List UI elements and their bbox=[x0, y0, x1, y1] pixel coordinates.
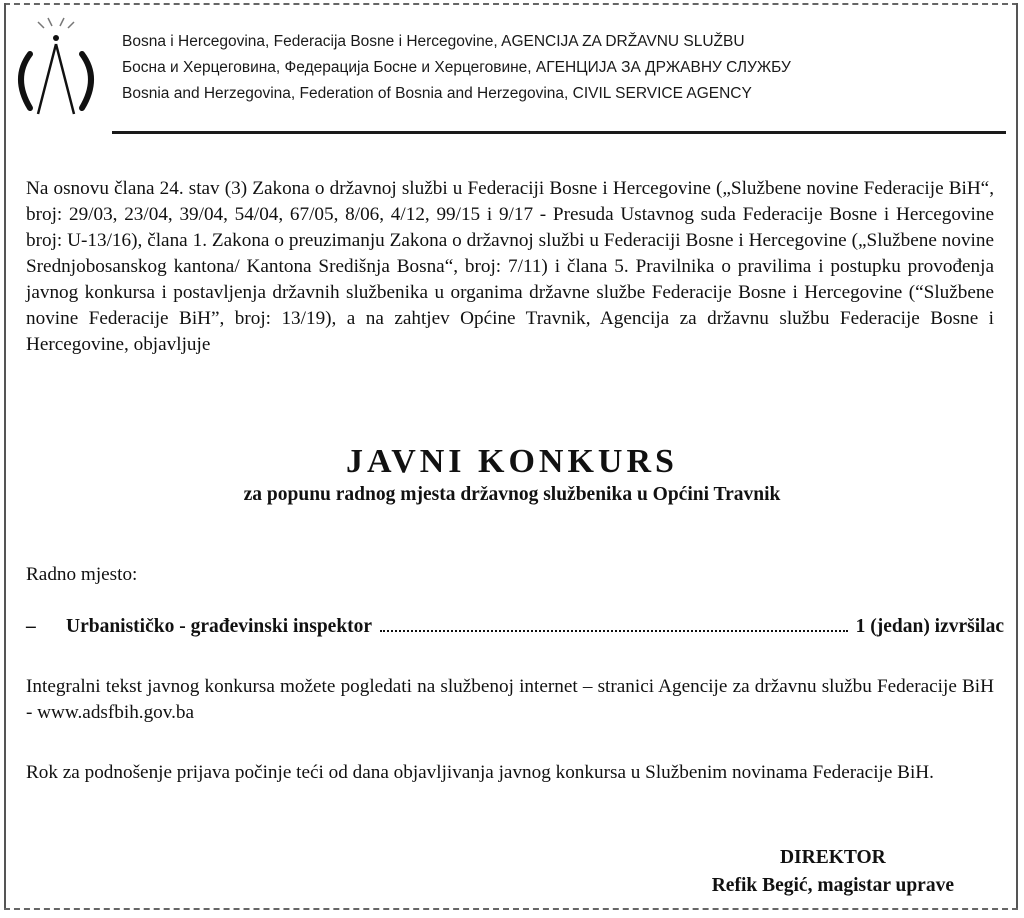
position-name: Urbanističko - građevinski inspektor bbox=[66, 616, 373, 637]
signature-name: Refik Begić, magistar uprave bbox=[711, 875, 954, 896]
position-dash: – bbox=[26, 616, 36, 637]
civil-service-agency-logo-icon bbox=[8, 16, 104, 126]
signature-role: DIREKTOR bbox=[779, 847, 886, 868]
position-count: 1 (jedan) izvršilac bbox=[855, 616, 1004, 637]
deadline-note: Rok za podnošenje prijava počinje teći od dana objavljivanja javnog konkursa u Službenim novinama Federacije BiH. bbox=[26, 762, 934, 783]
document-subtitle: za popunu radnog mjesta državnog službenika u Općini Travnik bbox=[243, 484, 781, 505]
signature-block bbox=[712, 844, 954, 900]
frame-border-bottom bbox=[4, 908, 1018, 910]
position-entry bbox=[26, 612, 1004, 640]
header-line-latin: Bosna i Hercegovina, Federacija Bosne i Hercegovine, AGENCIJA ZA DRŽAVNU SLUŽBU bbox=[122, 33, 745, 50]
header-line-english: Bosnia and Herzegovina, Federation of Bosnia and Herzegovina, CIVIL SERVICE AGENCY bbox=[122, 85, 752, 102]
intro-paragraph: Na osnovu člana 24. stav (3) Zakona o državnoj službi u Federaciji Bosne i Hercegovine („Službene novine Federacije BiH“, broj: 29/03, 23/04, 39/04, 54/04, 67/05, 8/06, 4/12, 99/15 i 9/17 - Presuda Ustavnog suda Federacije Bosne i Hercegovine broj: U-13/16), člana 1. Zakona o preuzimanju Zakona o državnoj službi u Federaciji Bosne i Hercegovine („Službene novine Srednjobosanskog kantona/ Kantona Središnja Bosna“, broj: 7/11) i člana 5. Pravilnika o pravilima i postupku provođenja javnog konkursa i postavljenja državnih službenika u organima državne službe Federacije Bosne i Hercegovine (“Službene novine Federacije BiH”, broj: 13/19), a na zahtjev Općine Travnik, Agencija za državnu službu Federacije Bosne i Hercegovine, objavljuje bbox=[26, 178, 994, 355]
frame-border-top bbox=[4, 3, 1018, 5]
dot-leader bbox=[380, 612, 848, 632]
header-divider bbox=[112, 131, 1006, 134]
document-title: JAVNI KONKURS bbox=[346, 443, 678, 480]
position-label: Radno mjesto: bbox=[26, 564, 138, 585]
full-text-note: Integralni tekst javnog konkursa možete pogledati na službenoj internet – stranici Agencije za državnu službu Federacije BiH - www.adsfbih.gov.ba bbox=[26, 676, 994, 723]
agency-header bbox=[122, 32, 982, 110]
header-line-cyrillic: Босна и Херцеговина, Федерација Босне и Херцеговине, АГЕНЦИЈА ЗА ДРЖАВНУ СЛУЖБУ bbox=[122, 59, 791, 76]
